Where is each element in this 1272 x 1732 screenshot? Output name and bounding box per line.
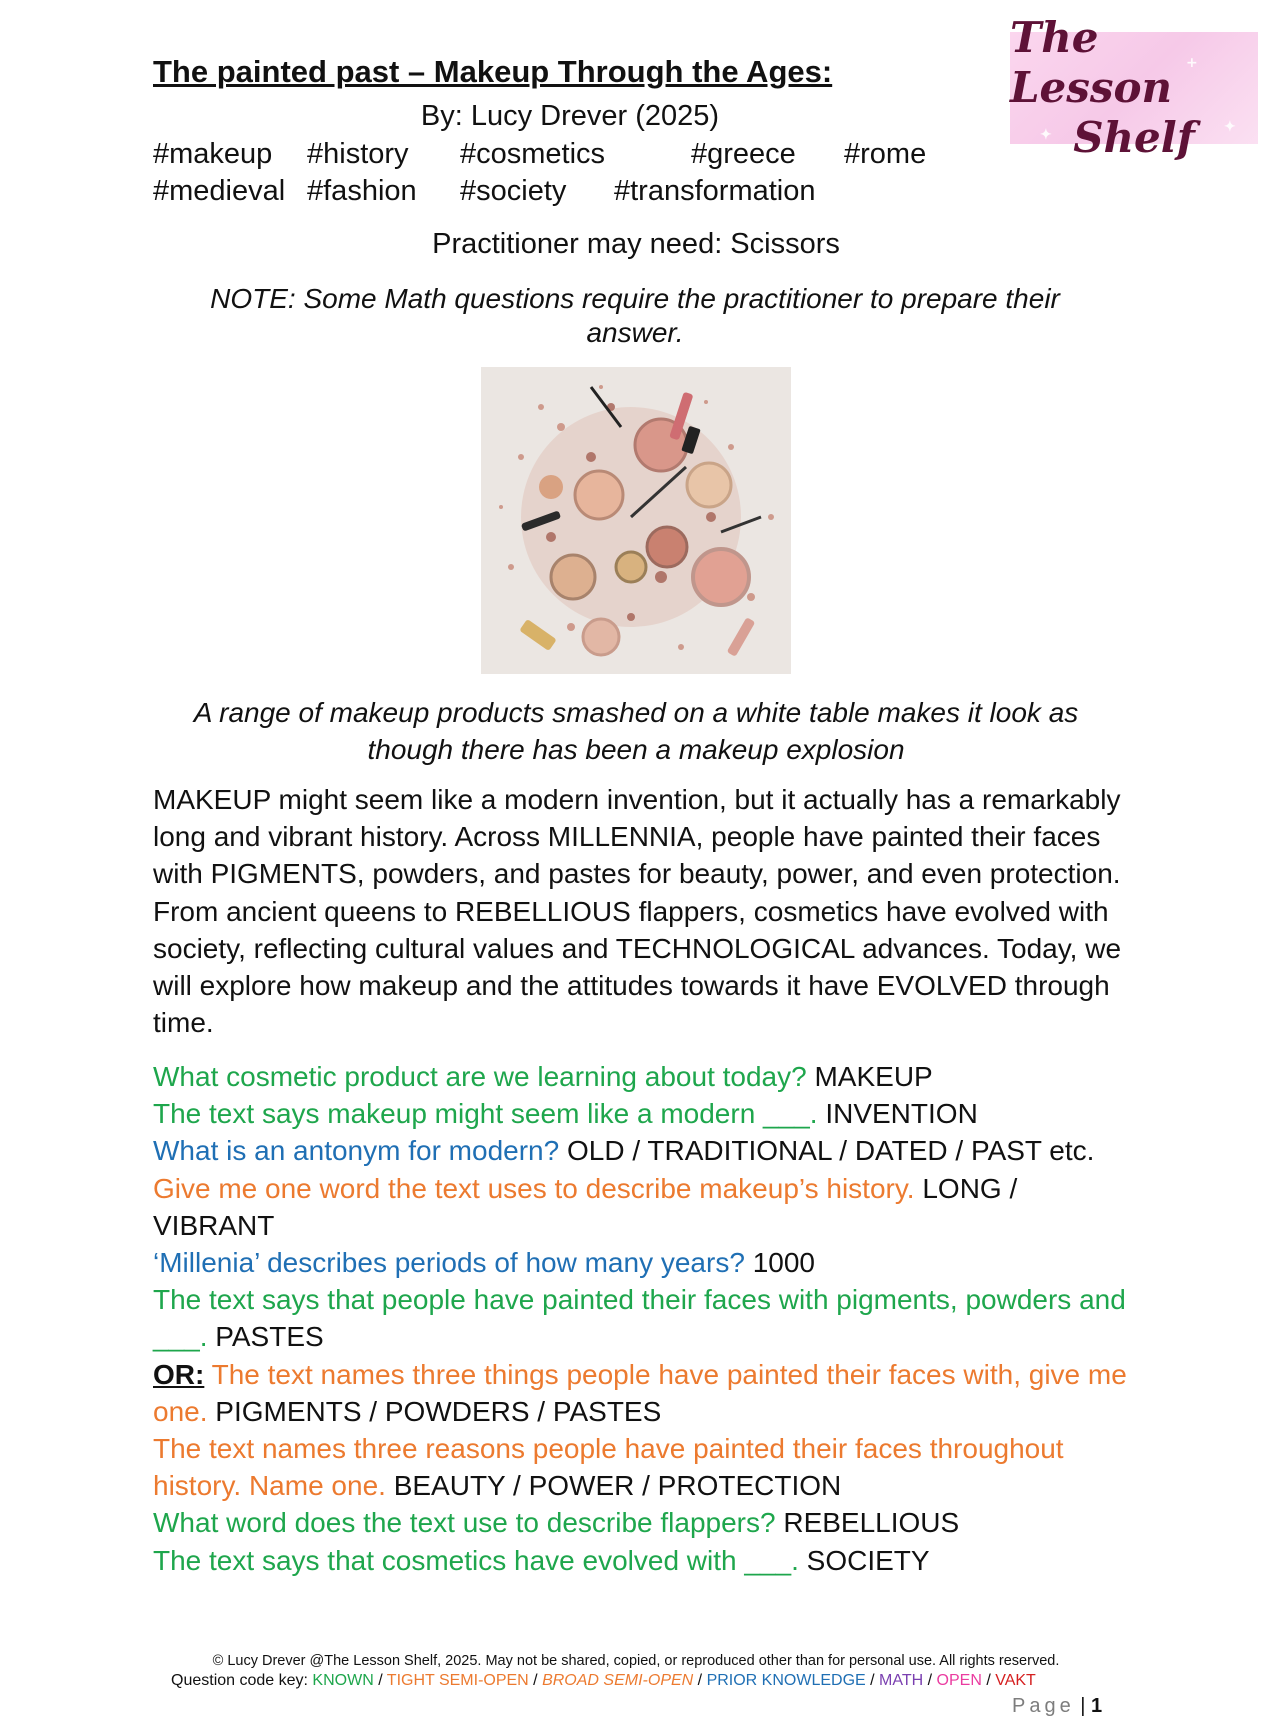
question-text: Give me one word the text uses to describe makeup’s history. (153, 1172, 923, 1204)
question-item (153, 1430, 1128, 1504)
key-separator: / (528, 1672, 543, 1689)
page-number-value: 1 (1091, 1695, 1103, 1717)
logo-line-1: The Lesson (1010, 13, 1173, 112)
question-text: The text names three reasons people have painted their faces throughout history. Name one. (153, 1433, 1064, 1502)
question-item (153, 1244, 1128, 1281)
or-label: OR: (153, 1358, 205, 1390)
question-item (153, 1058, 1128, 1095)
page-separator: | (1074, 1695, 1092, 1717)
note: NOTE: Some Math questions require the practitioner to prepare their answer. (210, 283, 1060, 348)
question-text: The text says that cosmetics have evolved with ___. (153, 1544, 807, 1576)
answer-text: SOCIETY (806, 1544, 930, 1576)
key-separator: / (693, 1672, 707, 1689)
tag-greece: #greece (691, 138, 796, 170)
question-text: What cosmetic product are we learning about today? (153, 1061, 815, 1092)
key-prior-knowledge: PRIOR KNOWLEDGE (706, 1672, 866, 1689)
tag-transformation: #transformation (614, 175, 816, 207)
key-open: OPEN (936, 1672, 982, 1689)
byline: By: Lucy Drever (2025) (420, 100, 720, 132)
question-text: The text says makeup might seem like a modern ___. (153, 1098, 826, 1130)
question-item (153, 1281, 1128, 1355)
question-item (153, 1095, 1128, 1132)
key-known: KNOWN (312, 1672, 374, 1689)
code-key-label: Question code key: (171, 1672, 313, 1689)
image-caption: A range of makeup products smashed on a white table makes it look as though there has been a makeup explosion (193, 697, 1079, 765)
logo-line-2: Shelf (1073, 113, 1195, 162)
question-code-key (171, 1672, 1036, 1690)
key-separator: / (865, 1672, 880, 1689)
key-separator: / (981, 1672, 996, 1689)
question-item (153, 1356, 1128, 1430)
answer-text: PASTES (215, 1321, 324, 1353)
tag-fashion: #fashion (307, 175, 417, 207)
makeup-illustration (481, 367, 791, 674)
question-text: What word does the text use to describe flappers? (153, 1507, 784, 1539)
intro-paragraph: MAKEUP might seem like a modern invention, but it actually has a remarkably long and vibrant history. Across MILLENNIA, people have painted their faces with PIGMENTS, powders, and pastes for beauty, power, and even protection. From ancient queens to REBELLIOUS flappers, cosmetics have evolved with society, reflecting cultural values and TECHNOLOGICAL advances. Today, we will explore how makeup and the attitudes towards it have EVOLVED through time. (153, 784, 1122, 1039)
makeup-explosion-image (481, 367, 791, 674)
page-word: Page (1012, 1695, 1075, 1717)
key-math: MATH (879, 1672, 924, 1689)
materials-needed: Practitioner may need: Scissors (432, 228, 840, 260)
answer-text: PIGMENTS / POWDERS / PASTES (215, 1395, 662, 1427)
lesson-shelf-logo: + ✦ ✦ The Lesson Shelf (1010, 32, 1258, 144)
answer-text: LONG / VIBRANT (153, 1172, 1018, 1241)
answer-text: INVENTION (825, 1098, 978, 1130)
key-broad-semi-open: BROAD SEMI-OPEN (542, 1672, 694, 1689)
key-separator: / (923, 1672, 937, 1689)
question-list (153, 1058, 1128, 1579)
answer-text: BEAUTY / POWER / PROTECTION (393, 1470, 842, 1502)
tag-medieval: #medieval (153, 175, 286, 207)
question-text: The text says that people have painted their faces with pigments, powders and ___. (153, 1284, 1126, 1353)
tag-history: #history (307, 138, 409, 170)
copyright-notice: © Lucy Drever @The Lesson Shelf, 2025. May not be shared, copied, or reproduced other than for personal use. All rights reserved. (212, 1653, 1060, 1669)
answer-text: MAKEUP (814, 1061, 933, 1092)
key-separator: / (373, 1672, 387, 1689)
tag-rome: #rome (844, 138, 927, 170)
tag-society: #society (460, 175, 567, 207)
answer-text: OLD / TRADITIONAL / DATED / PAST etc. (566, 1135, 1095, 1167)
question-item (153, 1542, 1128, 1579)
key-tight-semi-open: TIGHT SEMI-OPEN (386, 1672, 529, 1689)
question-item (153, 1504, 1128, 1541)
key-vakt: VAKT (995, 1672, 1036, 1689)
page-title: The painted past – Makeup Through the Ages: (153, 54, 833, 89)
answer-text: REBELLIOUS (783, 1507, 960, 1539)
answer-text: 1000 (752, 1247, 815, 1279)
page-number (1012, 1695, 1102, 1718)
question-text: What is an antonym for modern? (153, 1135, 567, 1167)
tag-makeup: #makeup (153, 138, 273, 170)
question-text: ‘Millenia’ describes periods of how many years? (153, 1247, 753, 1279)
question-item (153, 1170, 1128, 1244)
tag-cosmetics: #cosmetics (460, 138, 606, 170)
question-item (153, 1132, 1128, 1169)
question-text: The text names three things people have painted their faces with, give me one. (153, 1358, 1127, 1427)
